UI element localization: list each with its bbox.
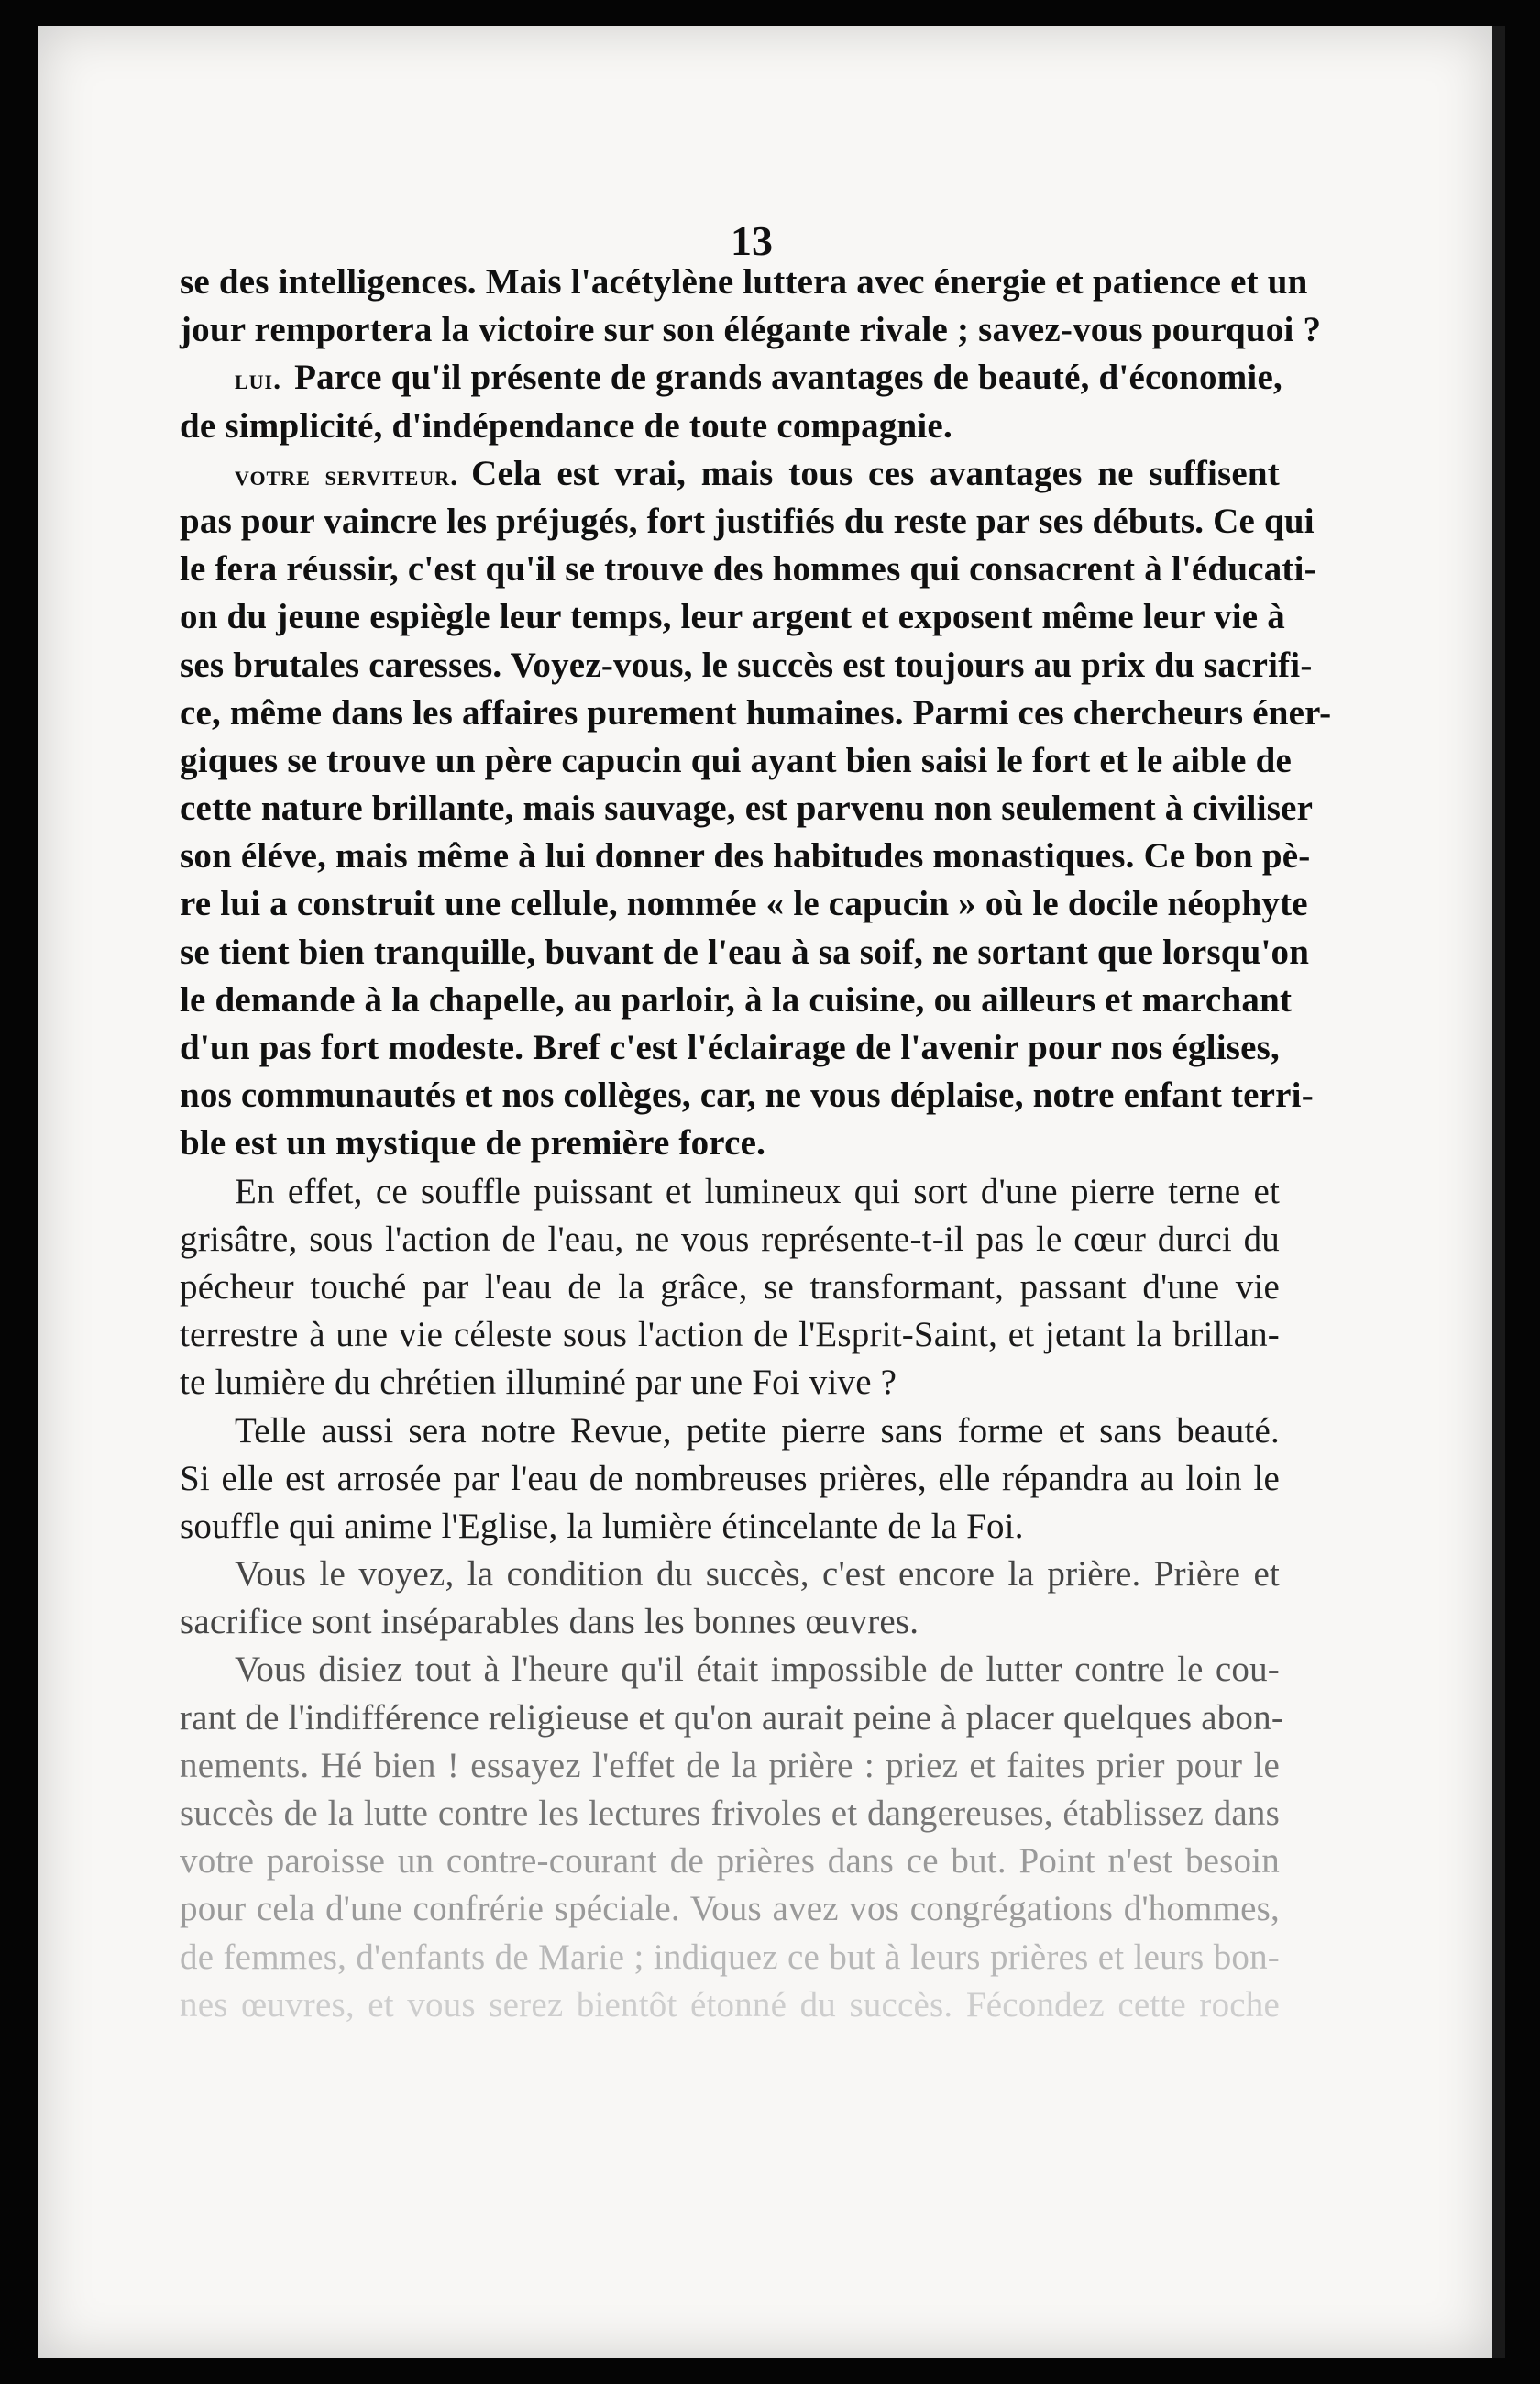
text-line: pécheur touché par l'eau de la grâce, se transformant, passant d'une vie (180, 1266, 1280, 1307)
text-line: nements. Hé bien ! essayez l'effet de la prière : priez et faites prier pour le (180, 1745, 1280, 1785)
text-line (180, 354, 1280, 402)
text-line: de simplicité, d'indépendance de toute compagnie. (180, 405, 952, 446)
text-line: re lui a construit une cellule, nommée « le capucin » où le docile néophyte (180, 884, 1308, 924)
text-line: Telle aussi sera notre Revue, petite pierre sans forme et sans beauté. (235, 1410, 1280, 1451)
paragraph (180, 1646, 1284, 2029)
speaker-label: votre serviteur. (235, 458, 459, 491)
text-line: son éléve, mais même à lui donner des habitudes monastiques. Ce bon pè- (180, 836, 1311, 877)
page-edge-shadow (1492, 26, 1505, 2358)
text-line: de femmes, d'enfants de Marie ; indiquez ce but à leurs prières et leurs bon- (180, 1937, 1280, 1977)
text-line: Vous le voyez, la condition du succès, c'est encore la prière. Prière et (235, 1554, 1280, 1595)
paragraph (180, 1551, 1280, 1646)
text-line: ce, même dans les affaires purement humaines. Parmi ces chercheurs éner- (180, 692, 1332, 733)
text-line: giques se trouve un père capucin qui ayant bien saisi le fort et le aible de (180, 740, 1292, 780)
text-line: on du jeune espiègle leur temps, leur argent et exposent même leur vie à (180, 597, 1285, 637)
text-line: te lumière du chrétien illuminé par une Foi vive ? (180, 1363, 897, 1403)
text-line: Vous disiez tout à l'heure qu'il était impossible de lutter contre le cou- (235, 1650, 1280, 1690)
text-line: pas pour vaincre les préjugés, fort justifiés du reste par ses débuts. Ce qui (180, 501, 1314, 541)
text-line: Si elle est arrosée par l'eau de nombreuses prières, elle répandra au loin le (180, 1458, 1280, 1498)
text-line: jour remportera la victoire sur son élégante rivale ; savez-vous pourquoi ? (180, 310, 1322, 350)
text-line: nos communautés et nos collèges, car, ne vous déplaise, notre enfant terri- (180, 1076, 1314, 1116)
text-line: se tient bien tranquille, buvant de l'eau à sa soif, ne sortant que lorsqu'on (180, 932, 1310, 972)
text-line: le fera réussir, c'est qu'il se trouve des hommes qui consacrent à l'éducati- (180, 549, 1316, 590)
text-line: En effet, ce souffle puissant et lumineux qui sort d'une pierre terne et (235, 1171, 1280, 1211)
text-line: grisâtre, sous l'action de l'eau, ne vous représente-t-il pas le cœur durci du (180, 1219, 1280, 1259)
text-line: succès de la lutte contre les lectures frivoles et dangereuses, établissez dans (180, 1794, 1280, 1833)
speech-text: Cela est vrai, mais tous ces avantages ne suffisent (471, 453, 1280, 493)
page-text (180, 259, 1332, 2029)
text-line: le demande à la chapelle, au parloir, à la cuisine, ou ailleurs et marchant (180, 979, 1292, 1020)
paragraph (180, 1407, 1280, 1551)
paragraph (180, 1168, 1280, 1407)
text-line (180, 450, 1280, 498)
text-line: nes œuvres, et vous serez bientôt étonné du succès. Fécondez cette roche (180, 1984, 1280, 2025)
text-line: sacrifice sont inséparables dans les bonnes œuvres. (180, 1602, 919, 1642)
text-line: ses brutales caresses. Voyez-vous, le succès est toujours au prix du sacrifi- (180, 645, 1313, 685)
page-number: 13 (731, 217, 773, 264)
text-line: souffle qui anime l'Eglise, la lumière étincelante de la Foi. (180, 1506, 1024, 1546)
dialogue-paragraph (180, 259, 1332, 1168)
speaker-label: lui. (235, 362, 282, 396)
text-line: rant de l'indifférence religieuse et qu'on aurait peine à placer quelques abon- (180, 1697, 1284, 1738)
text-line: pour cela d'une confrérie spéciale. Vous avez vos congrégations d'hommes, (180, 1889, 1280, 1929)
text-line: cette nature brillante, mais sauvage, est parvenu non seulement à civiliser (180, 789, 1314, 829)
text-line: se des intelligences. Mais l'acétylène luttera avec énergie et patience et un (180, 262, 1308, 302)
text-line: votre paroisse un contre-courant de prières dans ce but. Point n'est besoin (180, 1841, 1280, 1882)
text-line: terrestre à une vie céleste sous l'action de l'Esprit-Saint, et jetant la brillan- (180, 1315, 1280, 1355)
text-line: ble est un mystique de première force. (180, 1123, 766, 1164)
text-line: d'un pas fort modeste. Bref c'est l'éclairage de l'avenir pour nos églises, (180, 1028, 1280, 1067)
speech-text: Parce qu'il présente de grands avantages de beauté, d'économie, (294, 358, 1282, 398)
